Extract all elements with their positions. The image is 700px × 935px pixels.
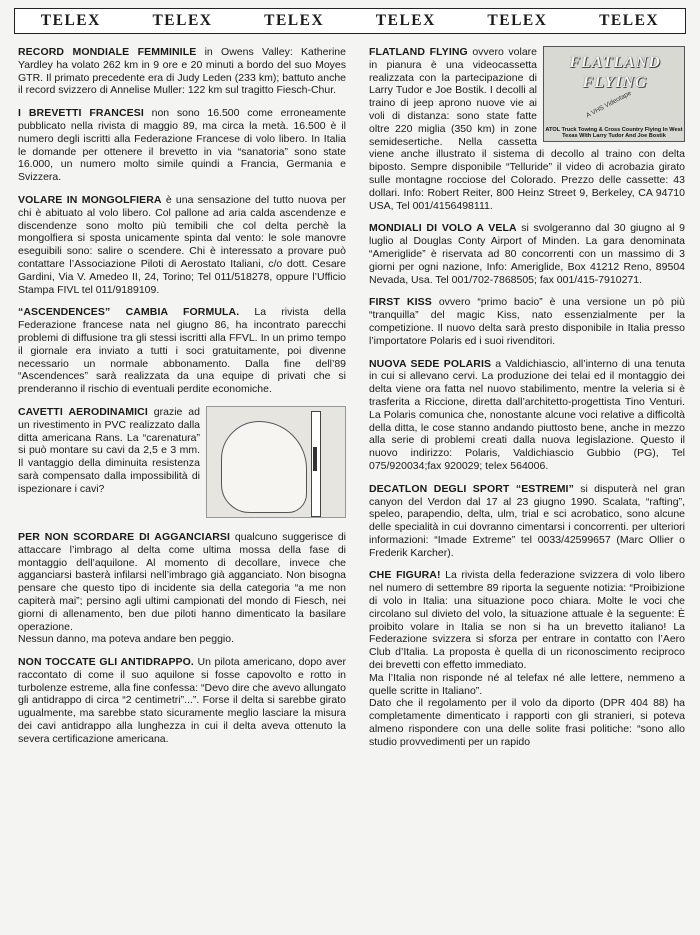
article-headline: FLATLAND FLYING	[369, 46, 468, 58]
cable-photo	[206, 406, 346, 518]
article-polaris	[369, 358, 685, 473]
right-column	[369, 46, 685, 759]
article-body: è una sensazione del tutto nuova per chi è abituato al volo libero. Col pallone ad aria calda ascendenze e discendenze sono molto più temibili che col delta perchè la mongolfiera si sposta unicamente spinta dal vento: le sole manovre eseguibili sono: salire o scendere. Chi è interessato a provare può contattare l’Associazione Piloti di Aerostato Italiani, c/o dott. Cesare Gardini, Via V. Amedeo II, 24, Torino; Tel 011/518278, oppure l’Ufficio Stampa FIVL tel 011/9189109.	[18, 193, 346, 296]
article-body: ovvero volare in pianura è una videocassetta realizzata con la partecipazione di Larry Tudor e Joe Bostik. I decolli al traino di jeep aprono nuove vie ai voli di distanza: sono state fatte oltre 220 miglia (350 km) in zone semidesertiche. Nella cassetta viene anche illustrato il sistema di decollo al traino con delta biposto. Sempre disponibile “Telluride” il video di acrobazia girato sulle montagne rocciose del Colorado. Prezzo delle cassette: 43 dollari. Info: Robert Reiter, 800 Heinz Street 9, Berkeley, CA 94710 USA, Tel 001/4156498111.	[369, 46, 685, 212]
article-body: La rivista della Federazione francese nata nel giugno 86, ha incontrato parecchi problemi di diffusione tra gli stessi iscritti alla FFVL. In un primo tempo il giornale era inviato a tutti i soci gratuitamente, poi divenne necessario un normale abbonamento. Dalla fine dell’89 “Ascendences” sarà realizzata da una equipe di privati che si prenderanno il rischio di eventuali perdite economiche.	[18, 306, 346, 396]
cover-title-line: FLATLAND	[569, 54, 661, 71]
article-headline: MONDIALI DI VOLO A VELA	[369, 222, 517, 235]
article-brevetti	[18, 107, 346, 184]
article-antidrappo	[18, 656, 346, 746]
cable-mark	[313, 447, 317, 471]
telex-label: TELEX	[152, 11, 213, 29]
article-headline: CAVETTI AERODINAMICI	[18, 405, 148, 418]
article-agganciarsi	[18, 531, 346, 646]
article-body: a Valdichiascio, all’interno di una tenuta in cui si allevano cervi. La produzione dei telai ed il montaggio dei delta viene ora fatta nel nuovo stabilimento, mentre la veleria si è trasferita a Riccione, diretta dall’architetto-progettista Tino Venturi. La Polaris comunica che, nonostante alcune voci relative a difficoltà della ditta, le cose stanno andando piuttosto bene, anche in mezzo alla serie di problemi creati dalla nuova legislazione. Questo il nuovo indirizzo: Polaris, Valdichiascio Gubbio (PG), Tel 075/920034;fax 920029; telex 564006.	[369, 357, 685, 472]
article-headline: PER NON SCORDARE DI AGGANCIARSI	[18, 530, 231, 543]
article-firstkiss	[369, 296, 685, 347]
article-headline: “ASCENDENCES” CAMBIA FORMULA.	[18, 306, 240, 319]
article-body: qualcuno suggerisce di attaccare l’imbrago al delta come ultima mossa della fase di montaggio dell’aquilone. Al momento di decollare, invece che agganciarsi basterà infilarsi nell’imbrago già agganciato. Non bisogna pensare che questo tipo di incidente sia della categoria “a me non capiterà mai”; persino agli ultimi campionati del mondo di Fiesch, nei giorni di allenamento, ben due piloti hanno dimenticato la basilare operazione.	[18, 530, 347, 633]
article-headline: CHE FIGURA!	[369, 569, 441, 582]
article-body: in Owens Valley: Katherine Yardley ha volato 262 km in 9 ore e 20 minuti a bordo del suo Moyes GTR. Il primato precedente era di Judy Leden (233 km); battuto anche il record svizzero di Annelise Muller: 122 km sul tragitto Fiesch-Chur.	[18, 46, 346, 97]
article-chefigura	[369, 569, 685, 748]
telex-label: TELEX	[264, 11, 325, 29]
cover-title-line: FLYING	[582, 73, 648, 91]
video-cover	[543, 46, 685, 142]
article-signoff: Nessun danno, ma poteva andare ben peggio.	[18, 633, 234, 646]
cover-subtitle: A VHS Videotape	[585, 89, 633, 120]
telex-label: TELEX	[487, 11, 548, 29]
cover-caption: ATOL Truck Towing & Cross Country Flying In West Texas With Larry Tudor And Joe Bostik	[545, 126, 683, 139]
article-body: si svolgeranno dal 30 giugno al 9 luglio al Douglas Conty Airport of Minden. La gara denominata “Ameriglide” è riservata ad 80 concorrenti con un massimo di 3 giorni per ogni nazione, Info: Ameriglide, Box 41212 Reno, 89504 Nevada, Usa. Tel 001/702-7868505; fax 001/415-7910271.	[369, 222, 685, 286]
article-headline: VOLARE IN MONGOLFIERA	[18, 193, 162, 206]
hand-shape	[221, 421, 307, 513]
article-body: grazie ad un rivestimento in PVC realizzato dalla ditta americana Rans. La “carenatura” si può montare su cavi da 2,5 e 3 mm. Il vantaggio della diminuita resistenza sarà compensato dalla impossibilità di ispezionare i cavi?	[18, 405, 200, 495]
article-cavetti	[18, 406, 346, 521]
article-ascendences	[18, 306, 346, 396]
article-headline: RECORD MONDIALE FEMMINILE	[18, 46, 197, 58]
article-flatland	[369, 46, 685, 212]
article-body: La rivista della federazione svizzera di volo libero nel numero di settembre 89 riporta la seguente notizia: “Proibizione di volo in Italia: una situazione poco chiara. Molte le voci che circolano sul divieto del volo, la situazione attuale è la seguente: È proibito volare in Italia se non si ha un brevetto italiano! La Federazione svizzera si sforza per entrare in contatto con l’Aero Club d’Italia. La proposta è quella di un riconoscimento reciproco dei brevetti con effetto immediato.	[369, 569, 685, 672]
left-column	[18, 46, 346, 756]
article-mondiali	[369, 222, 685, 286]
article-paragraph: Dato che il regolamento per il volo da diporto (DPR 404 88) ha completamente dimenticato i rapporti con gli stranieri, si poteva almeno rispondere con una delle solite frasi politiche: “sono allo studio provvedimenti per un rapido	[369, 697, 685, 748]
article-body: ovvero “primo bacio” è una versione un pò più “tranquilla” del magic Kiss, nato essenzialmente per la competizione. Il nuovo delta sarà presto disponibile in Italia presso l’importatore Polaris ed i suoi rivenditori.	[369, 296, 685, 347]
cover-title	[552, 53, 678, 92]
article-mongolfiera	[18, 194, 346, 296]
telex-label: TELEX	[375, 11, 436, 29]
article-body: non sono 16.500 come erroneamente pubblicato nella rivista di maggio 89, ma circa la metà. 16.500 è il numero degli iscritti alla Federazione Francese di volo libero. In Italia le domande per ottenere il brevetto in via “sanatoria” sono state 16.000, un numero molto simile quindi a Francia, Germania e Svizzera.	[18, 107, 346, 184]
article-body: si disputerà nel gran canyon del Verdon dal 17 al 23 giugno 1990. Scalata, “rafting”, speleo, parapendio, delta, ulm, trial e sci acrobatico, sono alcune delle specialità in cui dovranno cimentarsi i concorrenti. per ulteriori informazioni: “Imade Extreme” tel 0033/42599657 (Marc Ollier o Frederik Karcher).	[369, 482, 685, 559]
article-headline: FIRST KISS	[369, 296, 432, 309]
article-body: Un pilota americano, dopo aver raccontato di come il suo aquilone si fosse capovolto e rotto in turbolenze estreme, alla fine confessa: “Devo dire che avevo allungato gli antidrappo di circa “2 centimetri”...”. Forse il delta si sarebbe girato ugualmente, ma sarebbe stato sicuramente meglio lasciare la misura dei cavi antidrappo alla lunghezza in cui il delta aveva ottenuto la severa certificazione americana.	[18, 656, 346, 745]
article-headline: I BREVETTI FRANCESI	[18, 107, 144, 120]
article-headline: NON TOCCATE GLI ANTIDRAPPO.	[18, 656, 194, 669]
article-decatlon	[369, 483, 685, 560]
telex-label: TELEX	[40, 11, 101, 29]
telex-label: TELEX	[599, 11, 660, 29]
article-record	[18, 46, 346, 97]
article-paragraph: Ma l’Italia non risponde né al telefax né alle lettere, nemmeno a quelle scritte in Italiano”.	[369, 671, 685, 697]
article-headline: NUOVA SEDE POLARIS	[369, 357, 492, 370]
telex-header	[14, 8, 686, 34]
article-headline: DECATLON DEGLI SPORT “ESTREMI”	[369, 482, 574, 495]
